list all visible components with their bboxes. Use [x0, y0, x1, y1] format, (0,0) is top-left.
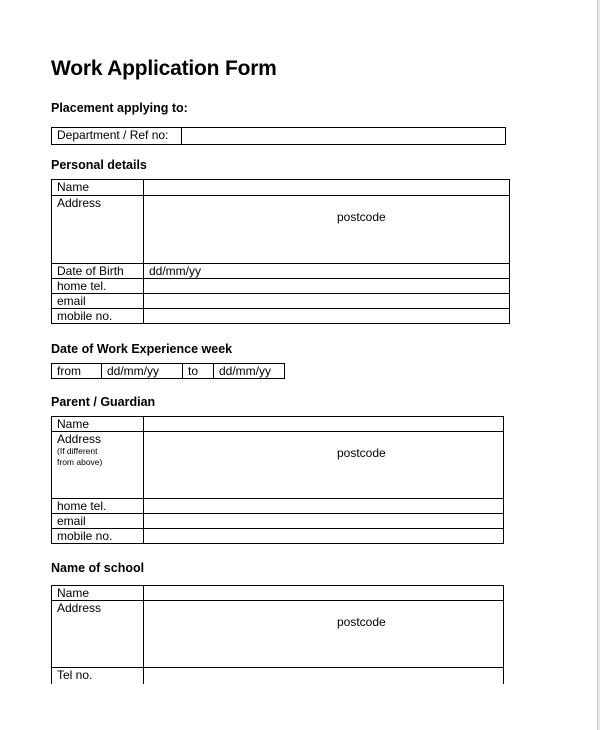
- work-experience-table: [51, 363, 285, 379]
- placement-table: [51, 127, 506, 145]
- work-experience-heading: Date of Work Experience week: [51, 342, 233, 356]
- placement-heading: Placement applying to:: [51, 101, 188, 115]
- mobile-label: mobile no.: [52, 309, 144, 324]
- guardian-address-note-1: (If different: [57, 446, 98, 456]
- school-heading: Name of school: [51, 561, 145, 575]
- page-title: Work Application Form: [51, 57, 277, 80]
- dob-field[interactable]: dd/mm/yy: [144, 264, 510, 279]
- department-ref-field[interactable]: [182, 128, 506, 145]
- home-tel-label: home tel.: [52, 279, 144, 294]
- name-field[interactable]: [144, 180, 510, 196]
- school-postcode-label: postcode: [337, 615, 386, 629]
- postcode-label: postcode: [337, 210, 386, 224]
- home-tel-field[interactable]: [144, 279, 510, 294]
- guardian-email-label: email: [52, 514, 144, 529]
- personal-details-table: [51, 179, 510, 324]
- guardian-heading: Parent / Guardian: [51, 395, 156, 409]
- guardian-mobile-field[interactable]: [144, 529, 504, 544]
- to-date-field[interactable]: dd/mm/yy: [214, 364, 285, 379]
- from-date-field[interactable]: dd/mm/yy: [102, 364, 183, 379]
- address-label: Address: [52, 196, 144, 264]
- mobile-field[interactable]: [144, 309, 510, 324]
- email-label: email: [52, 294, 144, 309]
- guardian-name-label: Name: [52, 417, 144, 432]
- guardian-home-tel-field[interactable]: [144, 499, 504, 514]
- guardian-table: [51, 416, 504, 544]
- school-table: [51, 585, 504, 684]
- guardian-home-tel-label: home tel.: [52, 499, 144, 514]
- school-tel-field[interactable]: [144, 668, 504, 684]
- dob-label: Date of Birth: [52, 264, 144, 279]
- guardian-address-label: [52, 432, 144, 499]
- from-label: from: [52, 364, 102, 379]
- guardian-email-field[interactable]: [144, 514, 504, 529]
- school-name-field[interactable]: [144, 586, 504, 601]
- school-name-label: Name: [52, 586, 144, 601]
- guardian-name-field[interactable]: [144, 417, 504, 432]
- department-ref-label: Department / Ref no:: [52, 128, 182, 145]
- guardian-address-text: Address: [57, 432, 102, 446]
- school-tel-label: Tel no.: [52, 668, 144, 684]
- guardian-mobile-label: mobile no.: [52, 529, 144, 544]
- guardian-address-field[interactable]: [144, 432, 504, 499]
- personal-details-heading: Personal details: [51, 158, 147, 172]
- email-field[interactable]: [144, 294, 510, 309]
- guardian-address-note-2: from above): [57, 457, 103, 467]
- school-address-label: Address: [52, 601, 144, 668]
- to-label: to: [183, 364, 214, 379]
- name-label: Name: [52, 180, 144, 196]
- school-address-field[interactable]: [144, 601, 504, 668]
- guardian-postcode-label: postcode: [337, 446, 386, 460]
- address-field[interactable]: [144, 196, 510, 264]
